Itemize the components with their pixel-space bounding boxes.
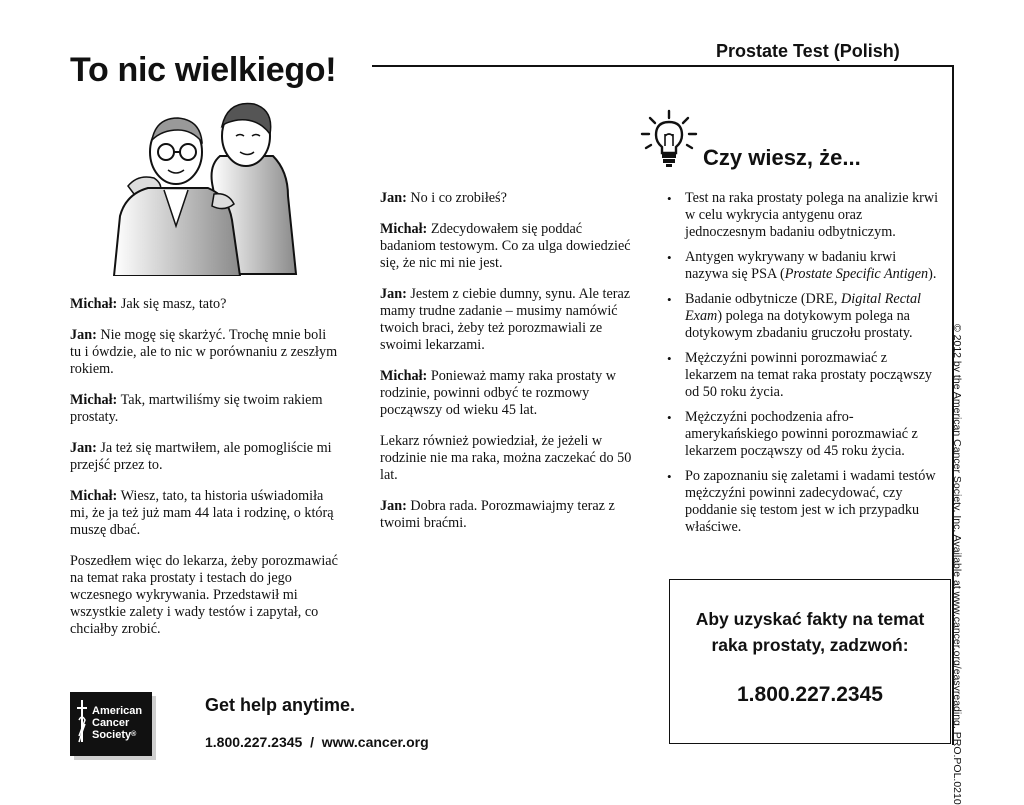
facts-list [664,190,939,544]
document-label: Prostate Test (Polish) [716,41,900,61]
dialogue-text: Poszedłem więc do lekarza, żeby porozmawiać na temat raka prostaty i testach do jego wczesnego wykrywania. Przedstawił mi wszystkie zalety i wady testów i zapytał, co chciałby zrobić. [70,553,338,637]
help-tagline: Get help anytime. [205,695,356,715]
fact-term: Digital Rectal Exam [685,291,922,324]
dialogue-line [380,190,635,207]
dialogue-line [380,286,635,354]
bullet-icon: • [667,351,672,366]
dialogue-left-column [70,296,340,652]
bullet-icon: • [667,469,672,484]
dialogue-line [380,368,635,419]
fact-text: Antygen wykrywany w badaniu krwi nazywa się PSA ( [685,249,897,282]
dialogue-line [380,433,635,484]
dialogue-text: Zdecydowałem się poddać badaniom testowym. Co za ulga dowiedzieć się, że nic mi nie jest. [380,221,631,271]
speaker-name: Jan: [70,440,97,456]
fact-item [664,249,939,283]
fact-item [664,409,939,460]
fact-item [664,350,939,401]
dialogue-text: Jestem z ciebie dumny, synu. Ale teraz mamy trudne zadanie – musimy namówić twoich braci, żeby też porozmawiali ze swoimi lekarzami. [380,286,631,353]
dialogue-line [70,392,340,426]
dialogue-line [380,221,635,272]
dialogue-middle-column [380,190,635,546]
speaker-name: Jan: [380,190,407,206]
dialogue-text: Tak, martwiliśmy się twoim rakiem prostaty. [70,392,323,425]
page-title: To nic wielkiego! [70,51,337,89]
fact-text: Mężczyźni pochodzenia afro-amerykańskiego powinni porozmawiać z lekarzem począwszy od 45 roku życia. [685,409,918,459]
bullet-icon: • [667,191,672,206]
dialogue-text: Dobra rada. Porozmawiajmy teraz z twoimi braćmi. [380,498,615,531]
dialogue-line [380,498,635,532]
header-rule [372,65,954,67]
dialogue-text: Lekarz również powiedział, że jeżeli w rodzinie nie ma raka, można zaczekać do 50 lat. [380,433,632,483]
fact-text-end: ) polega na dotykowym polega na dotykowym zbadaniu gruczołu prostaty. [685,308,913,341]
speaker-name: Jan: [380,286,407,302]
call-box [669,579,951,744]
dialogue-line [70,488,340,539]
logo-text [92,705,142,741]
dialogue-text: Wiesz, tato, ta historia uświadomiła mi, że ja też już mam 44 lata i rodzinę, o którą muszę dbać. [70,488,334,538]
fact-item [664,468,939,536]
fact-item [664,190,939,241]
speaker-name: Michał: [380,221,428,237]
fact-text: Test na raka prostaty polega na analizie krwi w celu wykrycia antygenu oraz jednoczesnym badaniu odbytniczym. [685,190,939,240]
speaker-name: Jan: [380,498,407,514]
speaker-name: Jan: [70,327,97,343]
copyright-note: © 2012 by the American Cancer Society, Inc. Available at www.cancer.org/easyreading. PRO.POL.0210 [951,324,963,805]
american-cancer-society-logo [70,692,152,756]
fact-term: Prostate Specific Antigen [784,266,929,282]
speaker-name: Michał: [70,488,118,504]
dialogue-line [70,553,340,638]
dialogue-text: Nie mogę się skarżyć. Trochę mnie boli tu i ówdzie, ale to nic w porównaniu z zeszłym rokiem. [70,327,338,377]
logo-line: Cancer [92,717,130,729]
contact-line: 1.800.227.2345 / www.cancer.org [205,734,429,750]
dialogue-text: Ponieważ mamy raka prostaty w rodzinie, powinni odbyć te rozmowy począwszy od wieku 45 lat. [380,368,616,418]
fact-text-end: ). [928,266,937,282]
dialogue-text: Jak się masz, tato? [117,296,227,312]
bullet-icon: • [667,292,672,307]
did-you-know-heading: Czy wiesz, że... [703,145,861,170]
bullet-icon: • [667,410,672,425]
dialogue-line [70,296,340,313]
sword-icon [74,698,90,750]
call-box-phone: 1.800.227.2345 [737,683,883,706]
speaker-name: Michał: [70,296,118,312]
dialogue-line [70,440,340,474]
fact-text: Badanie odbytnicze (DRE, [685,291,842,307]
lightbulb-icon [640,108,698,170]
fact-text: Po zapoznaniu się zaletami i wadami testów mężczyźni powinni zadecydować, czy poddanie się testom jest w ich przypadku właściwe. [685,468,936,535]
call-box-text: Aby uzyskać fakty na temat raka prostaty, zadzwoń: [695,609,925,655]
bullet-icon: • [667,250,672,265]
fact-item [664,291,939,342]
fact-text: Mężczyźni powinni porozmawiać z lekarzem na temat raka prostaty począwszy od 50 roku życia. [685,350,932,400]
speaker-name: Michał: [70,392,118,408]
speaker-name: Michał: [380,368,428,384]
logo-line: Society® [92,729,137,741]
logo-line: American [92,705,143,717]
father-and-son-illustration [108,96,308,276]
dialogue-text: Ja też się martwiłem, ale pomogliście mi przejść przez to. [70,440,332,473]
dialogue-line [70,327,340,378]
dialogue-text: No i co zrobiłeś? [406,190,507,206]
